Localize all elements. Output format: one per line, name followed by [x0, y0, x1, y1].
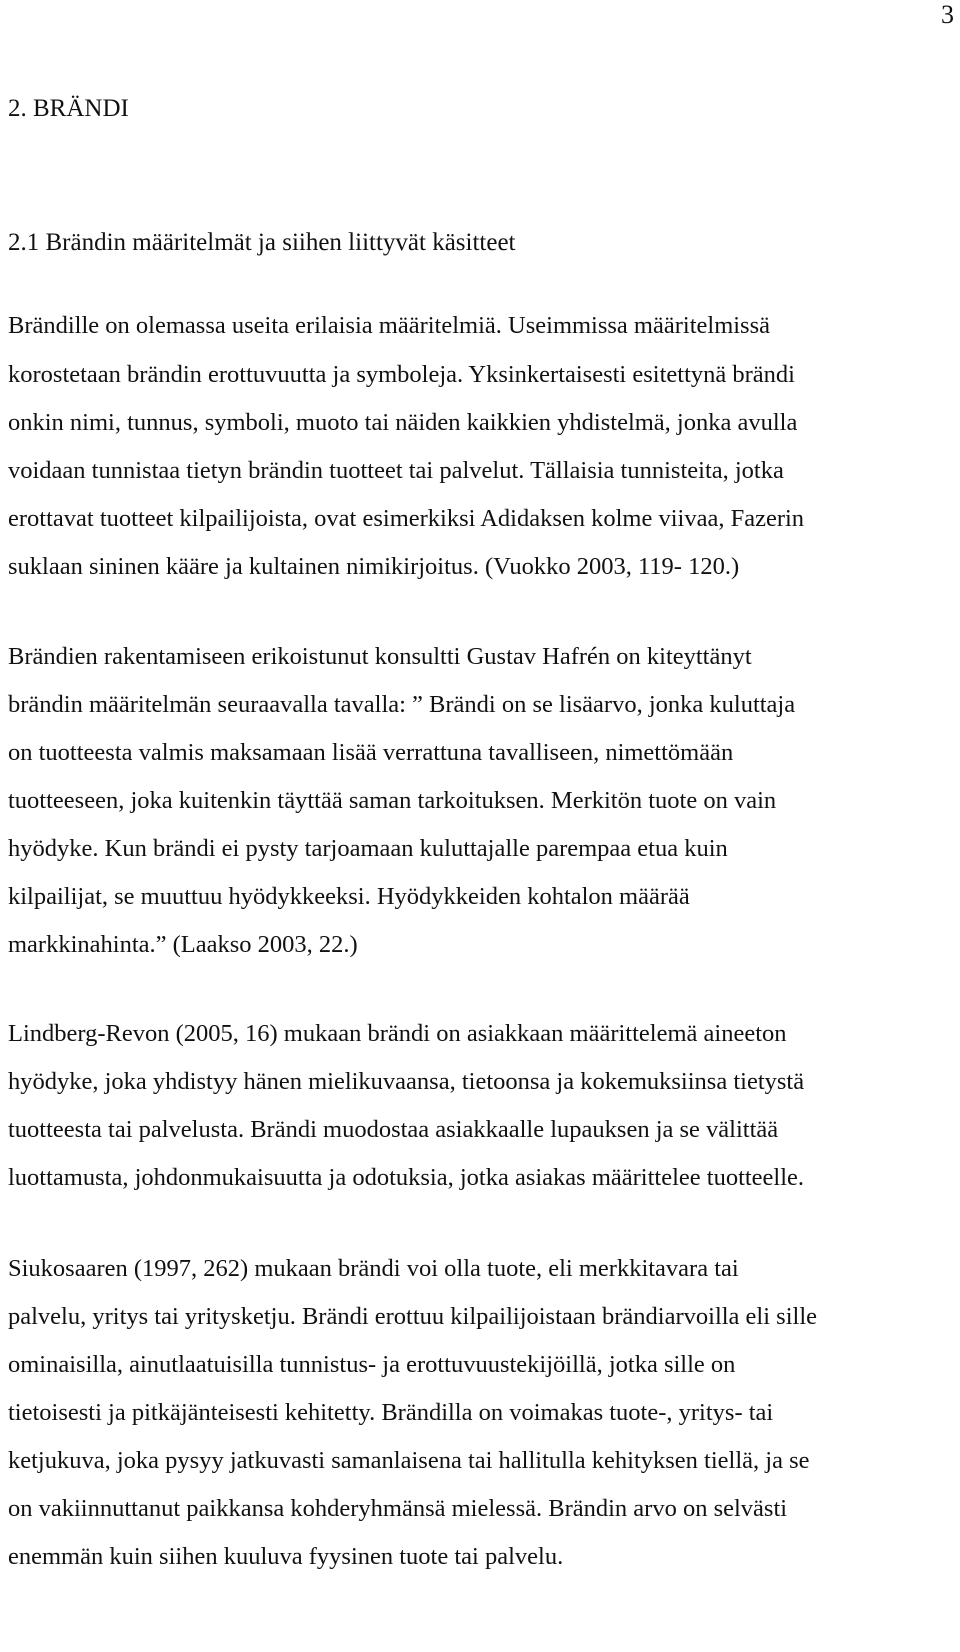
- section-heading: 2.1 Brändin määritelmät ja siihen liittyvät käsitteet: [8, 229, 516, 256]
- paragraph-line: ominaisilla, ainutlaatuisilla tunnistus- ja erottuvuustekijöillä, jotka sille on: [8, 1351, 736, 1378]
- paragraph-line: suklaan sininen kääre ja kultainen nimikirjoitus. (Vuokko 2003, 119- 120.): [8, 553, 740, 580]
- paragraph-line: erottavat tuotteet kilpailijoista, ovat esimerkiksi Adidaksen kolme viivaa, Fazerin: [8, 505, 805, 532]
- paragraph-line: on tuotteesta valmis maksamaan lisää verrattuna tavalliseen, nimettömään: [8, 739, 734, 766]
- paragraph-line: voidaan tunnistaa tietyn brändin tuotteet tai palvelut. Tällaisia tunnisteita, jotka: [8, 457, 784, 484]
- paragraph-line: tuotteeseen, joka kuitenkin täyttää saman tarkoituksen. Merkitön tuote on vain: [8, 787, 777, 814]
- paragraph-line: on vakiinnuttanut paikkansa kohderyhmänsä mielessä. Brändin arvo on selvästi: [8, 1495, 788, 1522]
- paragraph-line: Siukosaaren (1997, 262) mukaan brändi voi olla tuote, eli merkkitavara tai: [8, 1255, 739, 1282]
- paragraph-line: korostetaan brändin erottuvuutta ja symboleja. Yksinkertaisesti esitettynä brändi: [8, 361, 795, 388]
- paragraph-line: ketjukuva, joka pysyy jatkuvasti samanlaisena tai hallitulla kehityksen tiellä, ja se: [8, 1447, 810, 1474]
- paragraph-line: kilpailijat, se muuttuu hyödykkeeksi. Hyödykkeiden kohtalon määrää: [8, 883, 690, 910]
- paragraph-line: palvelu, yritys tai yritysketju. Brändi erottuu kilpailijoistaan brändiarvoilla eli sille: [8, 1303, 818, 1330]
- paragraph-line: Lindberg-Revon (2005, 16) mukaan brändi on asiakkaan määrittelemä aineeton: [8, 1020, 787, 1047]
- paragraph-line: luottamusta, johdonmukaisuutta ja odotuksia, jotka asiakas määrittelee tuotteelle.: [8, 1164, 805, 1191]
- paragraph-line: hyödyke. Kun brändi ei pysty tarjoamaan kuluttajalle parempaa etua kuin: [8, 835, 728, 862]
- chapter-heading: 2. BRÄNDI: [8, 95, 129, 122]
- paragraph-line: tuotteesta tai palvelusta. Brändi muodostaa asiakkaalle lupauksen ja se välittää: [8, 1116, 779, 1143]
- paragraph-line: tietoisesti ja pitkäjänteisesti kehitetty. Brändilla on voimakas tuote-, yritys- tai: [8, 1399, 774, 1426]
- paragraph-line: brändin määritelmän seuraavalla tavalla: ” Brändi on se lisäarvo, jonka kuluttaja: [8, 691, 796, 718]
- paragraph-line: enemmän kuin siihen kuuluva fyysinen tuote tai palvelu.: [8, 1543, 564, 1570]
- page-number: 3: [941, 0, 954, 29]
- paragraph-line: onkin nimi, tunnus, symboli, muoto tai näiden kaikkien yhdistelmä, jonka avulla: [8, 409, 798, 436]
- paragraph-line: markkinahinta.” (Laakso 2003, 22.): [8, 931, 358, 958]
- paragraph-line: Brändien rakentamiseen erikoistunut konsultti Gustav Hafrén on kiteyttänyt: [8, 643, 752, 670]
- paragraph-line: Brändille on olemassa useita erilaisia määritelmiä. Useimmissa määritelmissä: [8, 312, 771, 339]
- paragraph-line: hyödyke, joka yhdistyy hänen mielikuvaansa, tietoonsa ja kokemuksiinsa tietystä: [8, 1068, 805, 1095]
